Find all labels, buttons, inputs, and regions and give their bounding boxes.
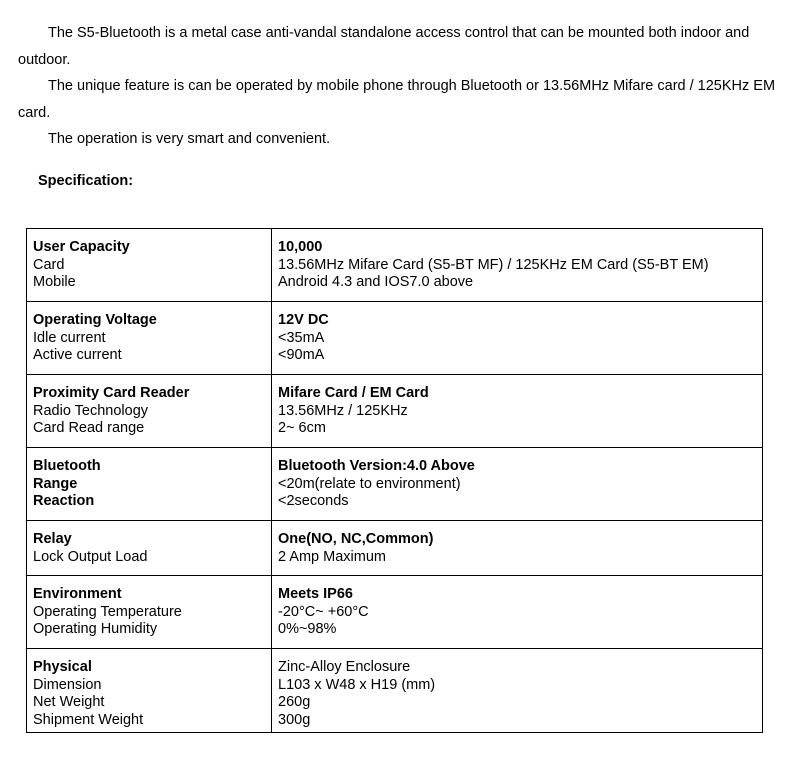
spec-label-cell (27, 229, 272, 302)
spec-value: 13.56MHz / 125KHz (278, 402, 408, 419)
spec-label: Bluetooth (33, 458, 101, 474)
spec-value: <90mA (278, 347, 325, 363)
spec-value-cell (272, 448, 763, 521)
spec-label: Lock Output Load (33, 548, 148, 565)
spec-value: Zinc-Alloy Enclosure (278, 659, 411, 675)
spec-value: 13.56MHz Mifare Card (S5-BT MF) / 125KHz EM Card (S5-BT EM) (278, 256, 709, 273)
spec-label: Relay (33, 531, 72, 547)
spec-label-cell (27, 448, 272, 521)
spec-label: Mobile (33, 274, 76, 290)
spec-label: Card Read range (33, 420, 145, 436)
spec-label: Card (33, 256, 65, 273)
spec-label: Idle current (33, 329, 106, 346)
spec-label: Proximity Card Reader (33, 385, 190, 401)
spec-value: Meets IP66 (278, 586, 353, 602)
spec-value-cell (272, 229, 763, 302)
intro-paragraph: The S5-Bluetooth is a metal case anti-vandal standalone access control that can be mounted both indoor and outdoor. (18, 25, 750, 68)
spec-label: Operating Voltage (33, 312, 157, 328)
spec-label: Net Weight (33, 694, 105, 710)
spec-value: 0%~98% (278, 621, 337, 637)
spec-label: Shipment Weight (33, 711, 144, 728)
spec-value-cell (272, 375, 763, 448)
spec-value: L103 x W48 x H19 (mm) (278, 676, 436, 693)
spec-value: 10,000 (278, 239, 323, 255)
spec-label: Range (33, 475, 78, 492)
table-row (27, 576, 763, 649)
spec-value-cell (272, 649, 763, 733)
spec-label: Dimension (33, 676, 102, 693)
specification-table (26, 228, 763, 733)
spec-label: Operating Temperature (33, 603, 182, 620)
spec-label: Reaction (33, 493, 95, 509)
table-row (27, 302, 763, 375)
spec-value-cell (272, 576, 763, 649)
specification-heading: Specification: (38, 173, 134, 189)
spec-label-cell (27, 302, 272, 375)
spec-label-cell (27, 375, 272, 448)
spec-value: Bluetooth Version:4.0 Above (278, 458, 475, 474)
spec-label: User Capacity (33, 239, 130, 255)
spec-label: Physical (33, 659, 92, 675)
spec-value: One(NO, NC,Common) (278, 531, 434, 547)
spec-value: <20m(relate to environment) (278, 475, 461, 492)
spec-label: Operating Humidity (33, 621, 158, 637)
spec-value: Android 4.3 and IOS7.0 above (278, 274, 474, 290)
intro-paragraph: The unique feature is can be operated by mobile phone through Bluetooth or 13.56MHz Mifare card / 125KHz EM card. (18, 78, 776, 121)
spec-value-cell (272, 302, 763, 375)
spec-value-cell (272, 521, 763, 576)
spec-label: Environment (33, 586, 122, 602)
intro-paragraph: The operation is very smart and convenient. (48, 131, 331, 147)
spec-value: Mifare Card / EM Card (278, 385, 429, 401)
table-row (27, 649, 763, 733)
intro-text (18, 20, 778, 153)
spec-value: -20°C~ +60°C (278, 603, 369, 620)
spec-value: 300g (278, 711, 311, 728)
table-row (27, 448, 763, 521)
spec-label: Radio Technology (33, 402, 149, 419)
spec-value: <2seconds (278, 493, 349, 509)
spec-value: <35mA (278, 329, 325, 346)
table-row (27, 229, 763, 302)
spec-value: 2 Amp Maximum (278, 548, 386, 565)
table-row (27, 521, 763, 576)
table-row (27, 375, 763, 448)
spec-value: 2~ 6cm (278, 420, 326, 436)
spec-label-cell (27, 521, 272, 576)
spec-value: 260g (278, 694, 311, 710)
spec-label-cell (27, 576, 272, 649)
spec-label: Active current (33, 347, 122, 363)
spec-label-cell (27, 649, 272, 733)
spec-value: 12V DC (278, 312, 329, 328)
